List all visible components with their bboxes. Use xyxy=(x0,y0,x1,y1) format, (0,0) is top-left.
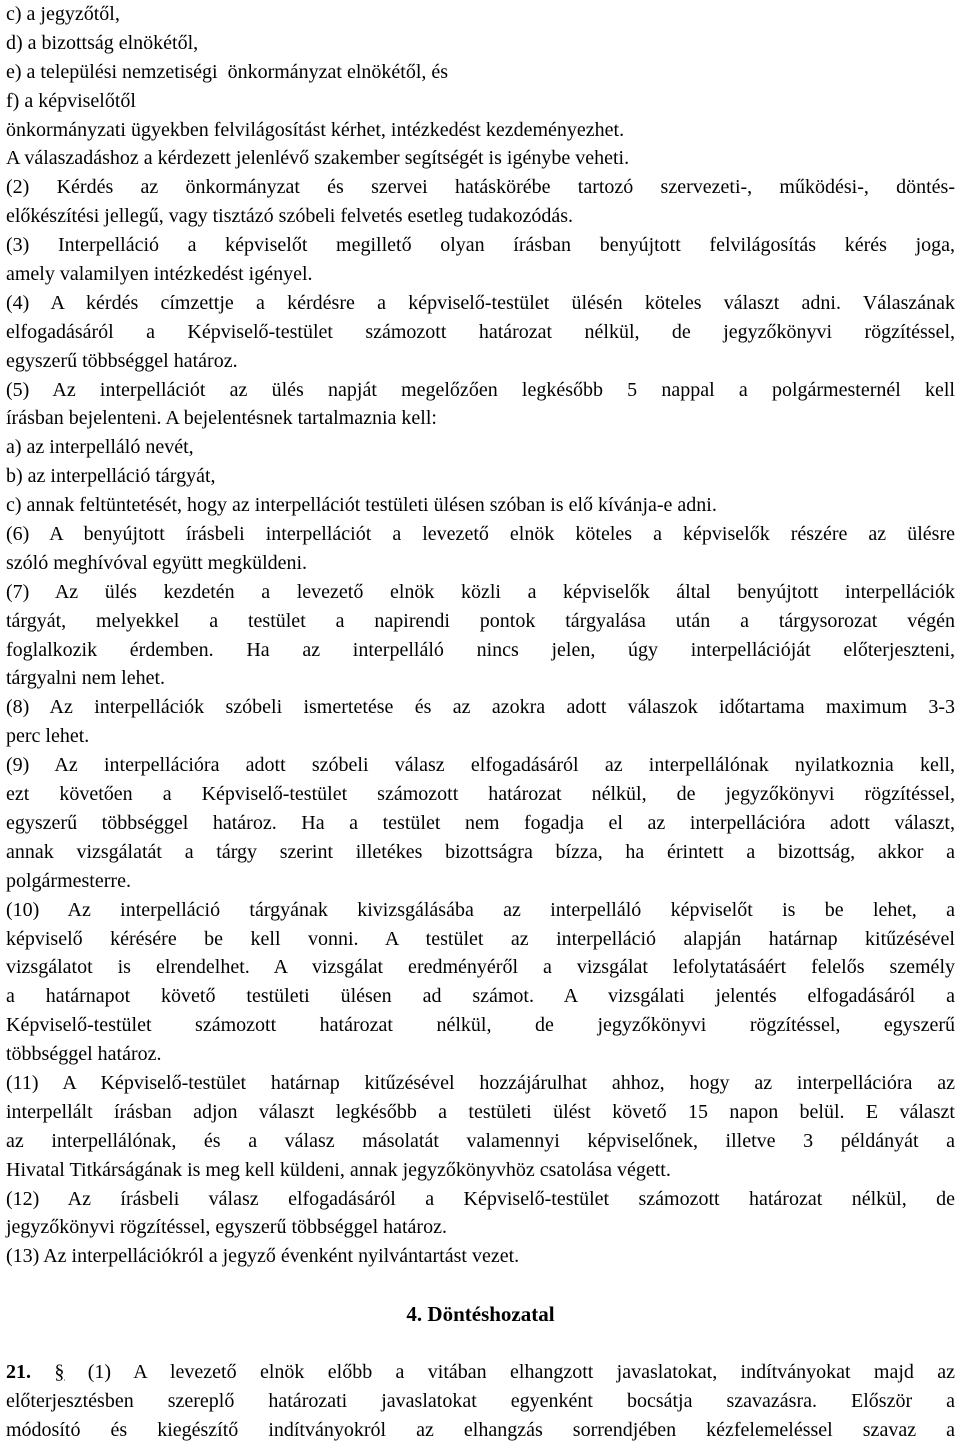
article-first-line xyxy=(6,1358,955,1387)
text-line: foglalkozik érdemben. Ha az interpelláló nincs jelen, úgy interpellációját előterjeszteni, xyxy=(6,638,955,661)
text-line: (11) A Képviselő-testület határnap kitűzésével hozzájárulhat ahhoz, hogy az interpellációra az xyxy=(6,1071,955,1094)
text-line: tárgyalni nem lehet. xyxy=(6,667,166,690)
document-page xyxy=(6,0,955,1445)
section-heading: 4. Döntéshozatal xyxy=(406,1302,555,1327)
text-line: tárgyát, melyekkel a testület a napirendi pontok tárgyalása után a tárgysorozat végén xyxy=(6,609,955,632)
text-line: annak vizsgálatát a tárgy szerint illetékes bizottságra bízza, ha érintett a bizottság, akkor a xyxy=(6,840,955,863)
article-number: 21. xyxy=(6,1360,31,1383)
text-line: amely valamilyen intézkedést igényel. xyxy=(6,263,313,286)
text-line: interpellált írásban adjon választ legkésőbb a testületi ülést követő 15 napon belül. E választ xyxy=(6,1100,955,1123)
text-line: (12) Az írásbeli válasz elfogadásáról a Képviselő-testület számozott határozat nélkül, de xyxy=(6,1187,955,1210)
text-line: d) a bizottság elnökétől, xyxy=(6,31,199,54)
paragraph-block xyxy=(6,0,955,1271)
text-line: e) a települési nemzetiségi önkormányzat elnökétől, és xyxy=(6,60,449,83)
text-line: szóló meghívóval együtt megküldeni. xyxy=(6,551,308,574)
text-line: perc lehet. xyxy=(6,725,90,748)
text-line: Hivatal Titkárságának is meg kell küldeni, annak jegyzőkönyvhöz csatolása végett. xyxy=(6,1158,671,1181)
article-line: módosító és kiegészítő indítványokról az elhangzás sorrendjében kézfelemeléssel szavaz a xyxy=(6,1418,955,1441)
text-line: (13) Az interpellációkról a jegyző évenként nyilvántartást vezet. xyxy=(6,1245,520,1268)
text-line: (7) Az ülés kezdetén a levezető elnök közli a képviselők által benyújtott interpellációk xyxy=(6,580,955,603)
text-line: (2) Kérdés az önkormányzat és szervei hatáskörébe tartozó szervezeti-, működési-, döntés- xyxy=(6,176,955,199)
text-line: többséggel határoz. xyxy=(6,1043,162,1066)
text-line: ezt követően a Képviselő-testület számozott határozat nélkül, de jegyzőkönyvi rögzítéssel, xyxy=(6,783,955,806)
text-line: az interpellálónak, és a válasz másolatát valamennyi képviselőnek, illetve 3 példányát a xyxy=(6,1129,955,1152)
text-line: előkészítési jellegű, vagy tisztázó szóbeli felvetés esetleg tudakozódás. xyxy=(6,205,574,228)
text-line: egyszerű többséggel határoz. xyxy=(6,349,238,372)
section-sign: § xyxy=(54,1360,65,1383)
text-line: (4) A kérdés címzettje a kérdésre a képviselő-testület ülésén köteles választ adni. Válaszának xyxy=(6,291,955,314)
text-line: A válaszadáshoz a kérdezett jelenlévő szakember segítségét is igénybe veheti. xyxy=(6,147,630,170)
text-line: írásban bejelenteni. A bejelentésnek tartalmaznia kell: xyxy=(6,407,437,430)
text-line: b) az interpelláció tárgyát, xyxy=(6,465,216,488)
text-line: c) a jegyzőtől, xyxy=(6,3,120,25)
article-text: (1) A levezető elnök előbb a vitában elhangzott javaslatokat, indítványokat majd az xyxy=(64,1360,955,1383)
text-line: képviselő kérésére be kell vonni. A testület az interpelláció alapján határnap kitűzésével xyxy=(6,927,955,950)
blank-line xyxy=(6,1271,955,1300)
text-line: (10) Az interpelláció tárgyának kivizsgálásába az interpelláló képviselőt is be lehet, a xyxy=(6,898,955,921)
text-line: egyszerű többséggel határoz. Ha a testület nem fogadja el az interpellációra adott választ, xyxy=(6,811,955,834)
text-line: c) annak feltüntetését, hogy az interpellációt testületi ülésen szóban is elő kívánja-e adni. xyxy=(6,494,717,517)
text-line: a) az interpelláló nevét, xyxy=(6,436,194,459)
text-line: Képviselő-testület számozott határozat nélkül, de jegyzőkönyvi rögzítéssel, egyszerű xyxy=(6,1014,955,1037)
article-line: előterjesztésben szereplő határozati javaslatokat egyenként bocsátja szavazásra. Először a xyxy=(6,1389,955,1412)
text-line: a határnapot követő testületi ülésen ad számot. A vizsgálati jelentés elfogadásáról a xyxy=(6,985,955,1008)
text-line: (6) A benyújtott írásbeli interpellációt a levezető elnök köteles a képviselők részére az ülésre xyxy=(6,523,955,546)
text-line: (8) Az interpellációk szóbeli ismertetése és az azokra adott válaszok időtartama maximum 3-3 xyxy=(6,696,955,719)
text-line: (9) Az interpellációra adott szóbeli válasz elfogadásáról az interpellálónak nyilatkoznia kell, xyxy=(6,754,955,777)
text-line: jegyzőkönyvi rögzítéssel, egyszerű többséggel határoz. xyxy=(6,1216,447,1239)
text-line: elfogadásáról a Képviselő-testület számozott határozat nélkül, de jegyzőkönyvi rögzítéssel, xyxy=(6,320,955,343)
text-line: polgármesterre. xyxy=(6,869,131,892)
blank-line xyxy=(6,1329,955,1358)
text-line: (5) Az interpellációt az ülés napját megelőzően legkésőbb 5 nappal a polgármesternél kell xyxy=(6,378,955,401)
text-line: f) a képviselőtől xyxy=(6,89,136,112)
text-line: vizsgálatot is elrendelhet. A vizsgálat eredményéről a vizsgálat lefolytatásáért felelős személy xyxy=(6,956,955,979)
text-line: (3) Interpelláció a képviselőt megillető olyan írásban benyújtott felvilágosítás kérés joga, xyxy=(6,234,955,257)
text-line: önkormányzati ügyekben felvilágosítást kérhet, intézkedést kezdeményezhet. xyxy=(6,118,625,141)
